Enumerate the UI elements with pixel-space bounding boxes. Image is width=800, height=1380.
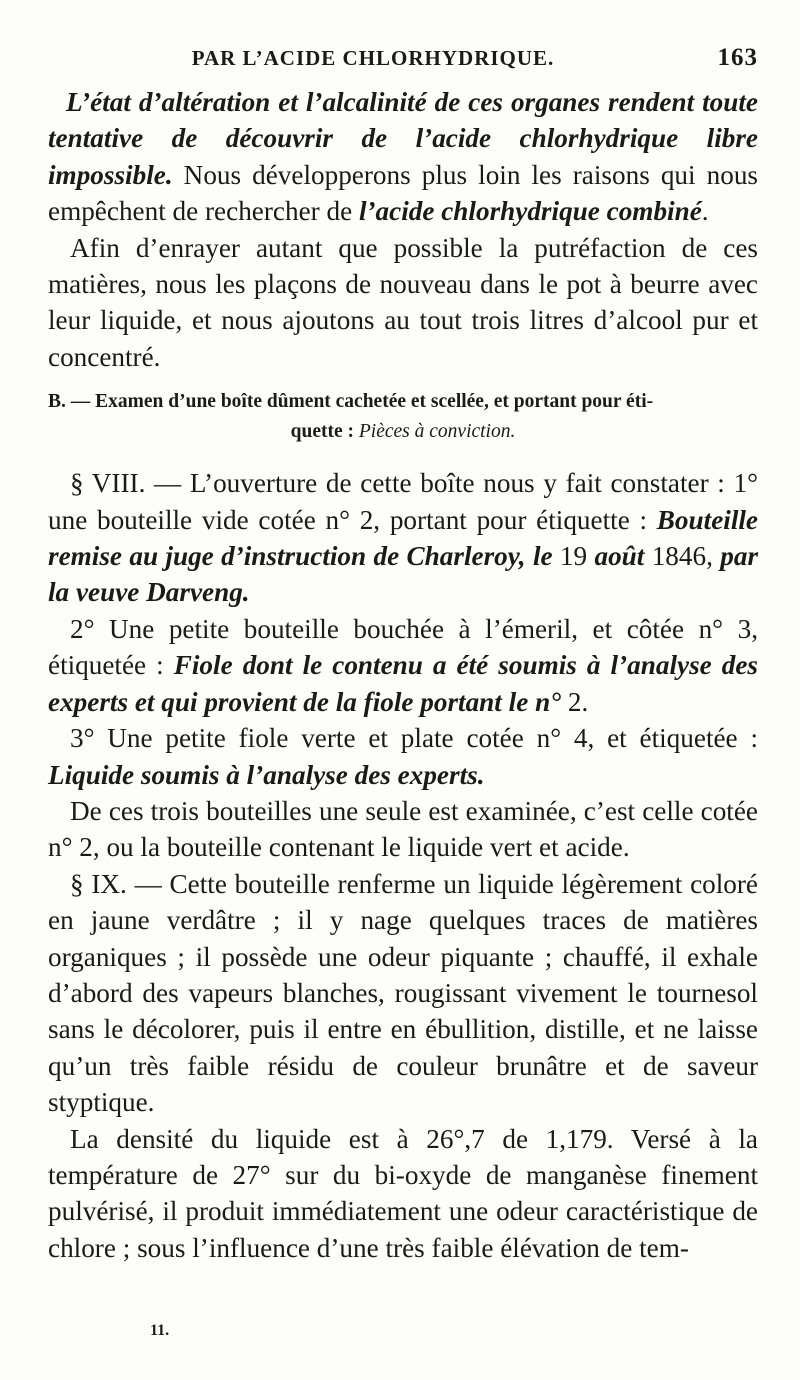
subheading-text: quette :: [290, 421, 359, 443]
paragraph-text: 2° Une petite bouteille bouchée à l’émeril, et côtée n° 3, étiquetée :: [48, 613, 758, 681]
italic-text: Pièces à conviction.: [358, 421, 516, 443]
paragraph-text: 19: [552, 541, 595, 572]
subheading-line: B. — Examen d’une boîte dûment cachetée et scellée, et portant pour éti-: [48, 391, 654, 413]
punctuation: .: [701, 196, 709, 227]
italic-text: Bouteille remise au juge d’instruction de Charleroy, le: [48, 504, 758, 572]
body-text: [48, 84, 758, 1266]
paragraph: Afin d’enrayer autant que possible la putréfaction de ces matières, nous les plaçons de nouveau dans le pot à beurre avec leur liquide, et nous ajoutons au tout trois litres d’alcool pur et concentré.: [48, 232, 758, 372]
section-subheading: [48, 387, 758, 447]
paragraph: De ces trois bouteilles une seule est examinée, c’est celle cotée n° 2, ou la bouteille contenant le liquide vert et acide.: [48, 795, 758, 863]
paragraph-text: 3° Une petite fiole verte et plate cotée n° 4, et étiquetée :: [70, 723, 758, 754]
signature-mark: 11.: [150, 1322, 170, 1339]
section-text: § VIII. — L’ouverture de cette boîte nous y fait constater : 1° une bouteille vide cotée n° 2, portant pour étiquette :: [48, 468, 758, 535]
paragraph: [48, 84, 758, 230]
italic-text: par la veuve Darveng.: [48, 541, 759, 608]
paragraph-text: 2.: [561, 686, 589, 717]
subheading-line: [48, 417, 758, 447]
paragraph-text: 1846,: [644, 541, 721, 572]
italic-text: l’acide chlorhydrique combiné: [358, 196, 702, 227]
paragraph-text: Nous développerons plus loin les raisons qui nous empêchent de rechercher de: [48, 159, 758, 227]
paragraph: [48, 720, 758, 793]
page-number: 163: [717, 44, 758, 71]
paragraph: [48, 611, 758, 720]
italic-text: L’état d’altération et l’alcalinité de ces organes rendent toute tentative de découvrir de l’acide chlorhydrique libre impossible.: [48, 87, 758, 190]
italic-text: Fiole dont le contenu a été soumis à l’analyse des experts et qui provient de la fiole portant le n°: [48, 650, 758, 717]
paragraph: [48, 465, 758, 611]
running-title: PAR L’ACIDE CHLORHYDRIQUE.: [191, 46, 555, 70]
paragraph: § IX. — Cette bouteille renferme un liquide légèrement coloré en jaune verdâtre ; il y nage quelques traces de matières organiques ; il possède une odeur piquante ; chauffé, il exhale d’abord des vapeurs blanches, rougissant vivement le tournesol sans le décolorer, puis il entre en ébullition, distille, et ne laisse qu’un très faible résidu de couleur brunâtre et de saveur styptique.: [48, 868, 758, 1118]
italic-text: Liquide soumis à l’analyse des experts.: [48, 759, 485, 790]
italic-text: août: [594, 541, 645, 572]
running-header: [48, 38, 758, 78]
paragraph: La densité du liquide est à 26°,7 de 1,179. Versé à la température de 27° sur du bi-oxyde de manganèse finement pulvérisé, il produit immédiatement une odeur caractéristique de chlore ; sous l’influence d’une très faible élévation de tem-: [48, 1123, 758, 1263]
